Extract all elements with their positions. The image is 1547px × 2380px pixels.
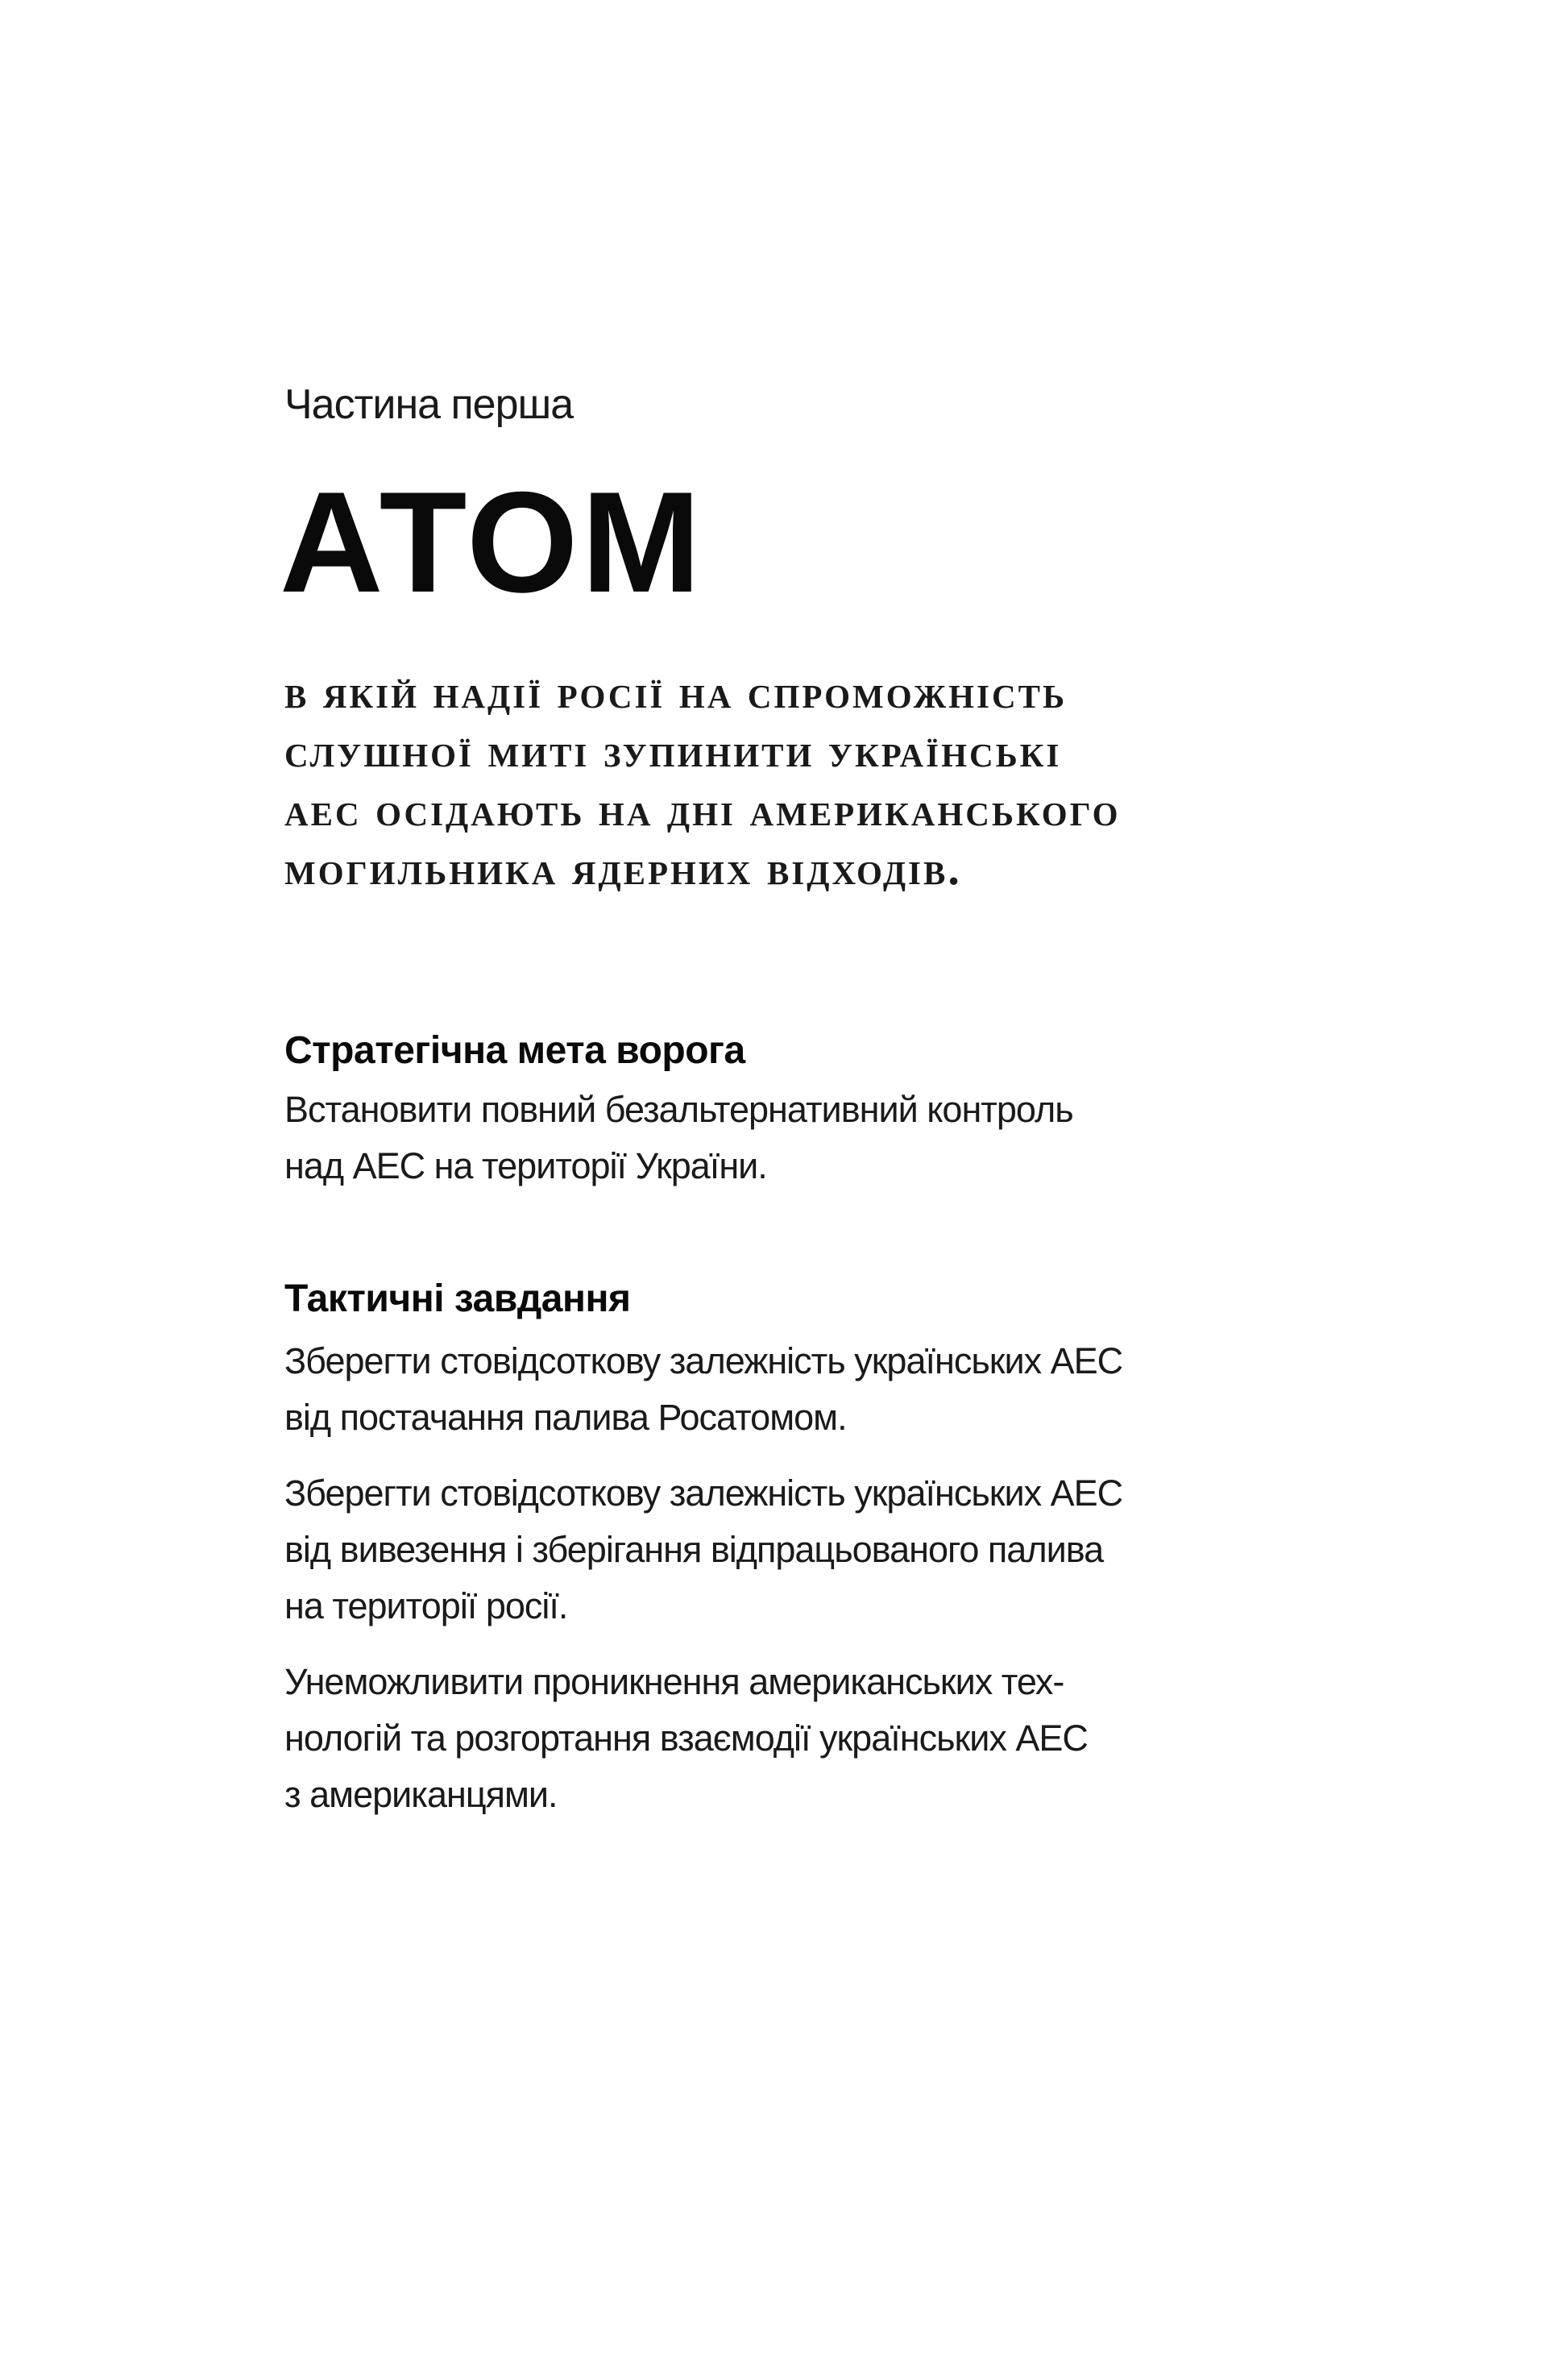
tactical-tasks-section [284,1273,1300,1823]
paragraph-line: Унеможливити проникнення американських тех- [284,1661,1064,1702]
subtitle-line: аес осідають на дні американського [284,783,1121,836]
part-label: Частина перша [284,381,574,428]
paragraph-line: нологій та розгортання взаємодії українських АЕС [284,1718,1088,1759]
tactical-task-paragraph [284,1333,1300,1446]
paragraph-line: над АЕС на території України. [284,1145,767,1186]
chapter-subtitle [284,662,1300,898]
paragraph-line: від постачання палива Росатомом. [284,1397,847,1438]
subtitle-line: в якій надії росії на спроможність [284,666,1068,718]
tactical-task-paragraph [284,1465,1300,1634]
chapter-title: АТОМ [280,462,704,622]
section-heading-tactical-tasks: Тактичні завдання [284,1277,631,1320]
paragraph-line: Встановити повний безальтернативний контроль [284,1089,1073,1130]
strategic-goal-paragraph [284,1082,1300,1194]
tactical-task-paragraph [284,1654,1300,1823]
subtitle-line: могильника ядерних відходів. [284,842,962,895]
paragraph-line: з американцями. [284,1774,558,1815]
paragraph-line: Зберегти стовідсоткову залежність українських АЕС [284,1340,1123,1381]
strategic-goal-section [284,1025,1300,1194]
paragraph-line: Зберегти стовідсоткову залежність українських АЕС [284,1472,1123,1514]
paragraph-line: на території росії. [284,1585,568,1626]
paragraph-line: від вивезення і зберігання відпрацьованого палива [284,1529,1104,1570]
subtitle-line: слушної миті зупинити українські [284,725,1062,777]
section-heading-strategic-goal: Стратегічна мета ворога [284,1029,745,1072]
